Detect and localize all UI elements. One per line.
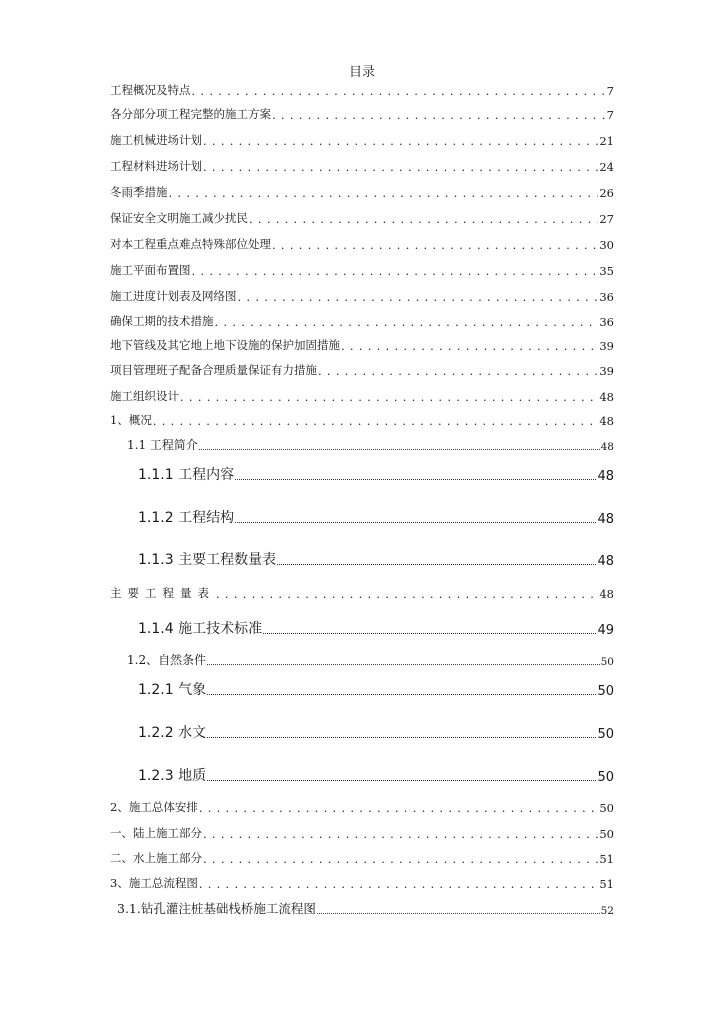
toc-entry-page: 7 — [606, 84, 614, 98]
toc-entry-text: 2、施工总体安排 — [110, 800, 198, 814]
toc-entry-text: 1.2.3 地质 — [138, 768, 207, 784]
toc-entry-page: 39 — [599, 339, 614, 353]
toc-entry-page: 48 — [600, 441, 614, 453]
toc-leader — [277, 563, 596, 565]
toc-leader — [207, 693, 596, 695]
toc-entry-page: 36 — [599, 315, 614, 329]
toc-entry-text: 工程材料进场计划 — [110, 159, 202, 173]
toc-entry-page: 52 — [600, 905, 614, 917]
toc-leader — [272, 238, 598, 252]
toc-entry-page: 50 — [599, 801, 614, 815]
toc-leader — [238, 290, 599, 304]
toc-leader — [207, 736, 596, 738]
toc-leader — [199, 448, 600, 450]
toc-leader — [215, 315, 599, 329]
toc-entry[interactable] — [110, 180, 614, 200]
toc-entry-text: 3、施工总流程图 — [110, 876, 198, 890]
toc-entry[interactable] — [127, 433, 614, 453]
toc-entry-page: 48 — [599, 587, 614, 601]
toc-entry-text: 二、水上施工部分 — [110, 851, 202, 865]
toc-leader — [203, 134, 598, 148]
toc-entry-text: 施工组织设计 — [110, 389, 179, 403]
toc-entry[interactable] — [127, 648, 614, 668]
toc-entry-text: 地下管线及其它地上地下设施的保护加固措施 — [110, 338, 340, 352]
toc-entry-text: 1.1.1 工程内容 — [138, 467, 235, 483]
toc-entry[interactable] — [110, 408, 614, 428]
toc-entry-page: 49 — [597, 623, 614, 638]
toc-entry-page: 24 — [599, 160, 614, 174]
toc-entry-text: 1、概况 — [110, 413, 152, 427]
toc-leader — [192, 264, 599, 278]
toc-entry[interactable] — [110, 358, 614, 378]
toc-leader — [199, 801, 599, 815]
toc-entry-text: 1.2、自然条件 — [127, 653, 207, 667]
toc-entry-page: 51 — [599, 852, 614, 866]
toc-leader — [203, 852, 598, 866]
toc-title: 目录 — [348, 65, 375, 80]
toc-entry[interactable] — [110, 154, 614, 174]
toc-entry-text: 1.1 工程简介 — [127, 438, 198, 452]
toc-entry-text: 施工机械进场计划 — [110, 133, 202, 147]
toc-leader — [153, 414, 599, 428]
toc-entry-page: 51 — [599, 877, 614, 891]
toc-entry-page: 27 — [599, 212, 614, 226]
toc-leader — [207, 663, 600, 665]
toc-entry-page: 48 — [599, 414, 614, 428]
toc-entry-text: 项目管理班子配备合理质量保证有力措施 — [110, 363, 317, 377]
toc-entry[interactable] — [110, 333, 614, 353]
toc-entry-text: 施工进度计划表及网络图 — [110, 289, 237, 303]
toc-entry[interactable] — [110, 309, 614, 329]
toc-entry-text: 1.1.3 主要工程数量表 — [138, 552, 277, 568]
toc-leader — [249, 212, 598, 226]
toc-entry[interactable] — [138, 720, 614, 742]
toc-entry-page: 21 — [599, 134, 614, 148]
toc-entry[interactable] — [110, 581, 614, 601]
toc-leader — [341, 339, 598, 353]
toc-entry-page: 48 — [599, 390, 614, 404]
toc-entry-page: 26 — [599, 186, 614, 200]
toc-leader — [318, 364, 598, 378]
toc-leader — [199, 877, 599, 891]
toc-leader — [235, 521, 596, 523]
toc-entry[interactable] — [110, 232, 614, 252]
toc-entry[interactable] — [110, 871, 614, 891]
toc-leader — [203, 160, 598, 174]
toc-leader — [203, 827, 598, 841]
toc-entry-text: 施工平面布置图 — [110, 263, 191, 277]
toc-entry-page: 36 — [599, 290, 614, 304]
toc-leader — [169, 186, 599, 200]
toc-leader — [272, 108, 606, 122]
toc-entry[interactable] — [110, 128, 614, 148]
toc-entry[interactable] — [110, 258, 614, 278]
toc-entry[interactable] — [110, 284, 614, 304]
toc-leader — [192, 84, 606, 98]
toc-entry[interactable] — [110, 78, 614, 98]
toc-entry-page: 50 — [599, 827, 614, 841]
toc-entry[interactable] — [110, 846, 614, 866]
toc-entry[interactable] — [110, 821, 614, 841]
toc-entry-text: 工程概况及特点 — [110, 83, 191, 97]
toc-entry-text: 1.1.2 工程结构 — [138, 510, 235, 526]
toc-leader — [263, 632, 596, 634]
toc-leader — [180, 390, 598, 404]
toc-entry-page: 35 — [599, 264, 614, 278]
toc-entry[interactable] — [110, 206, 614, 226]
toc-entry-text: 1.1.4 施工技术标准 — [138, 621, 263, 637]
toc-entry-page: 50 — [597, 684, 614, 699]
toc-entry-page: 39 — [599, 364, 614, 378]
toc-leader — [235, 478, 596, 480]
toc-entry-text: 冬雨季措施 — [110, 185, 168, 199]
toc-entry[interactable] — [138, 505, 614, 527]
toc-entry-page: 50 — [597, 727, 614, 742]
toc-entry-page: 7 — [606, 108, 614, 122]
toc-entry[interactable] — [138, 547, 614, 569]
toc-entry-text: 对本工程重点难点特殊部位处理 — [110, 237, 271, 251]
toc-entry[interactable] — [138, 616, 614, 638]
toc-entry-text: 1.2.2 水文 — [138, 725, 207, 741]
toc-entry-page: 48 — [597, 469, 614, 484]
toc-entry[interactable] — [110, 102, 614, 122]
toc-entry[interactable] — [138, 763, 614, 785]
toc-entry-page: 48 — [597, 512, 614, 527]
toc-entry-page: 50 — [600, 656, 614, 668]
toc-entry[interactable] — [110, 795, 614, 815]
toc-entry[interactable] — [117, 897, 614, 917]
toc-leader — [216, 587, 598, 601]
toc-leader — [317, 912, 600, 914]
toc-entry-text: 保证安全文明施工减少扰民 — [110, 211, 248, 225]
toc-entry-page: 50 — [597, 770, 614, 785]
toc-entry-text: 一、陆上施工部分 — [110, 826, 202, 840]
toc-entry[interactable] — [138, 677, 614, 699]
toc-entry-page: 30 — [599, 238, 614, 252]
toc-entry-page: 48 — [597, 554, 614, 569]
toc-entry-text: 各分部分项工程完整的施工方案 — [110, 107, 271, 121]
toc-entry-text: 3.1.钻孔灌注桩基础栈桥施工流程图 — [117, 901, 316, 916]
toc-entry-text: 主要工程量表 — [110, 586, 215, 600]
toc-entry-text: 确保工期的技术措施 — [110, 314, 214, 328]
toc-entry[interactable] — [138, 462, 614, 484]
toc-entry-text: 1.2.1 气象 — [138, 682, 207, 698]
toc-entry[interactable] — [110, 384, 614, 404]
toc-leader — [207, 779, 596, 781]
